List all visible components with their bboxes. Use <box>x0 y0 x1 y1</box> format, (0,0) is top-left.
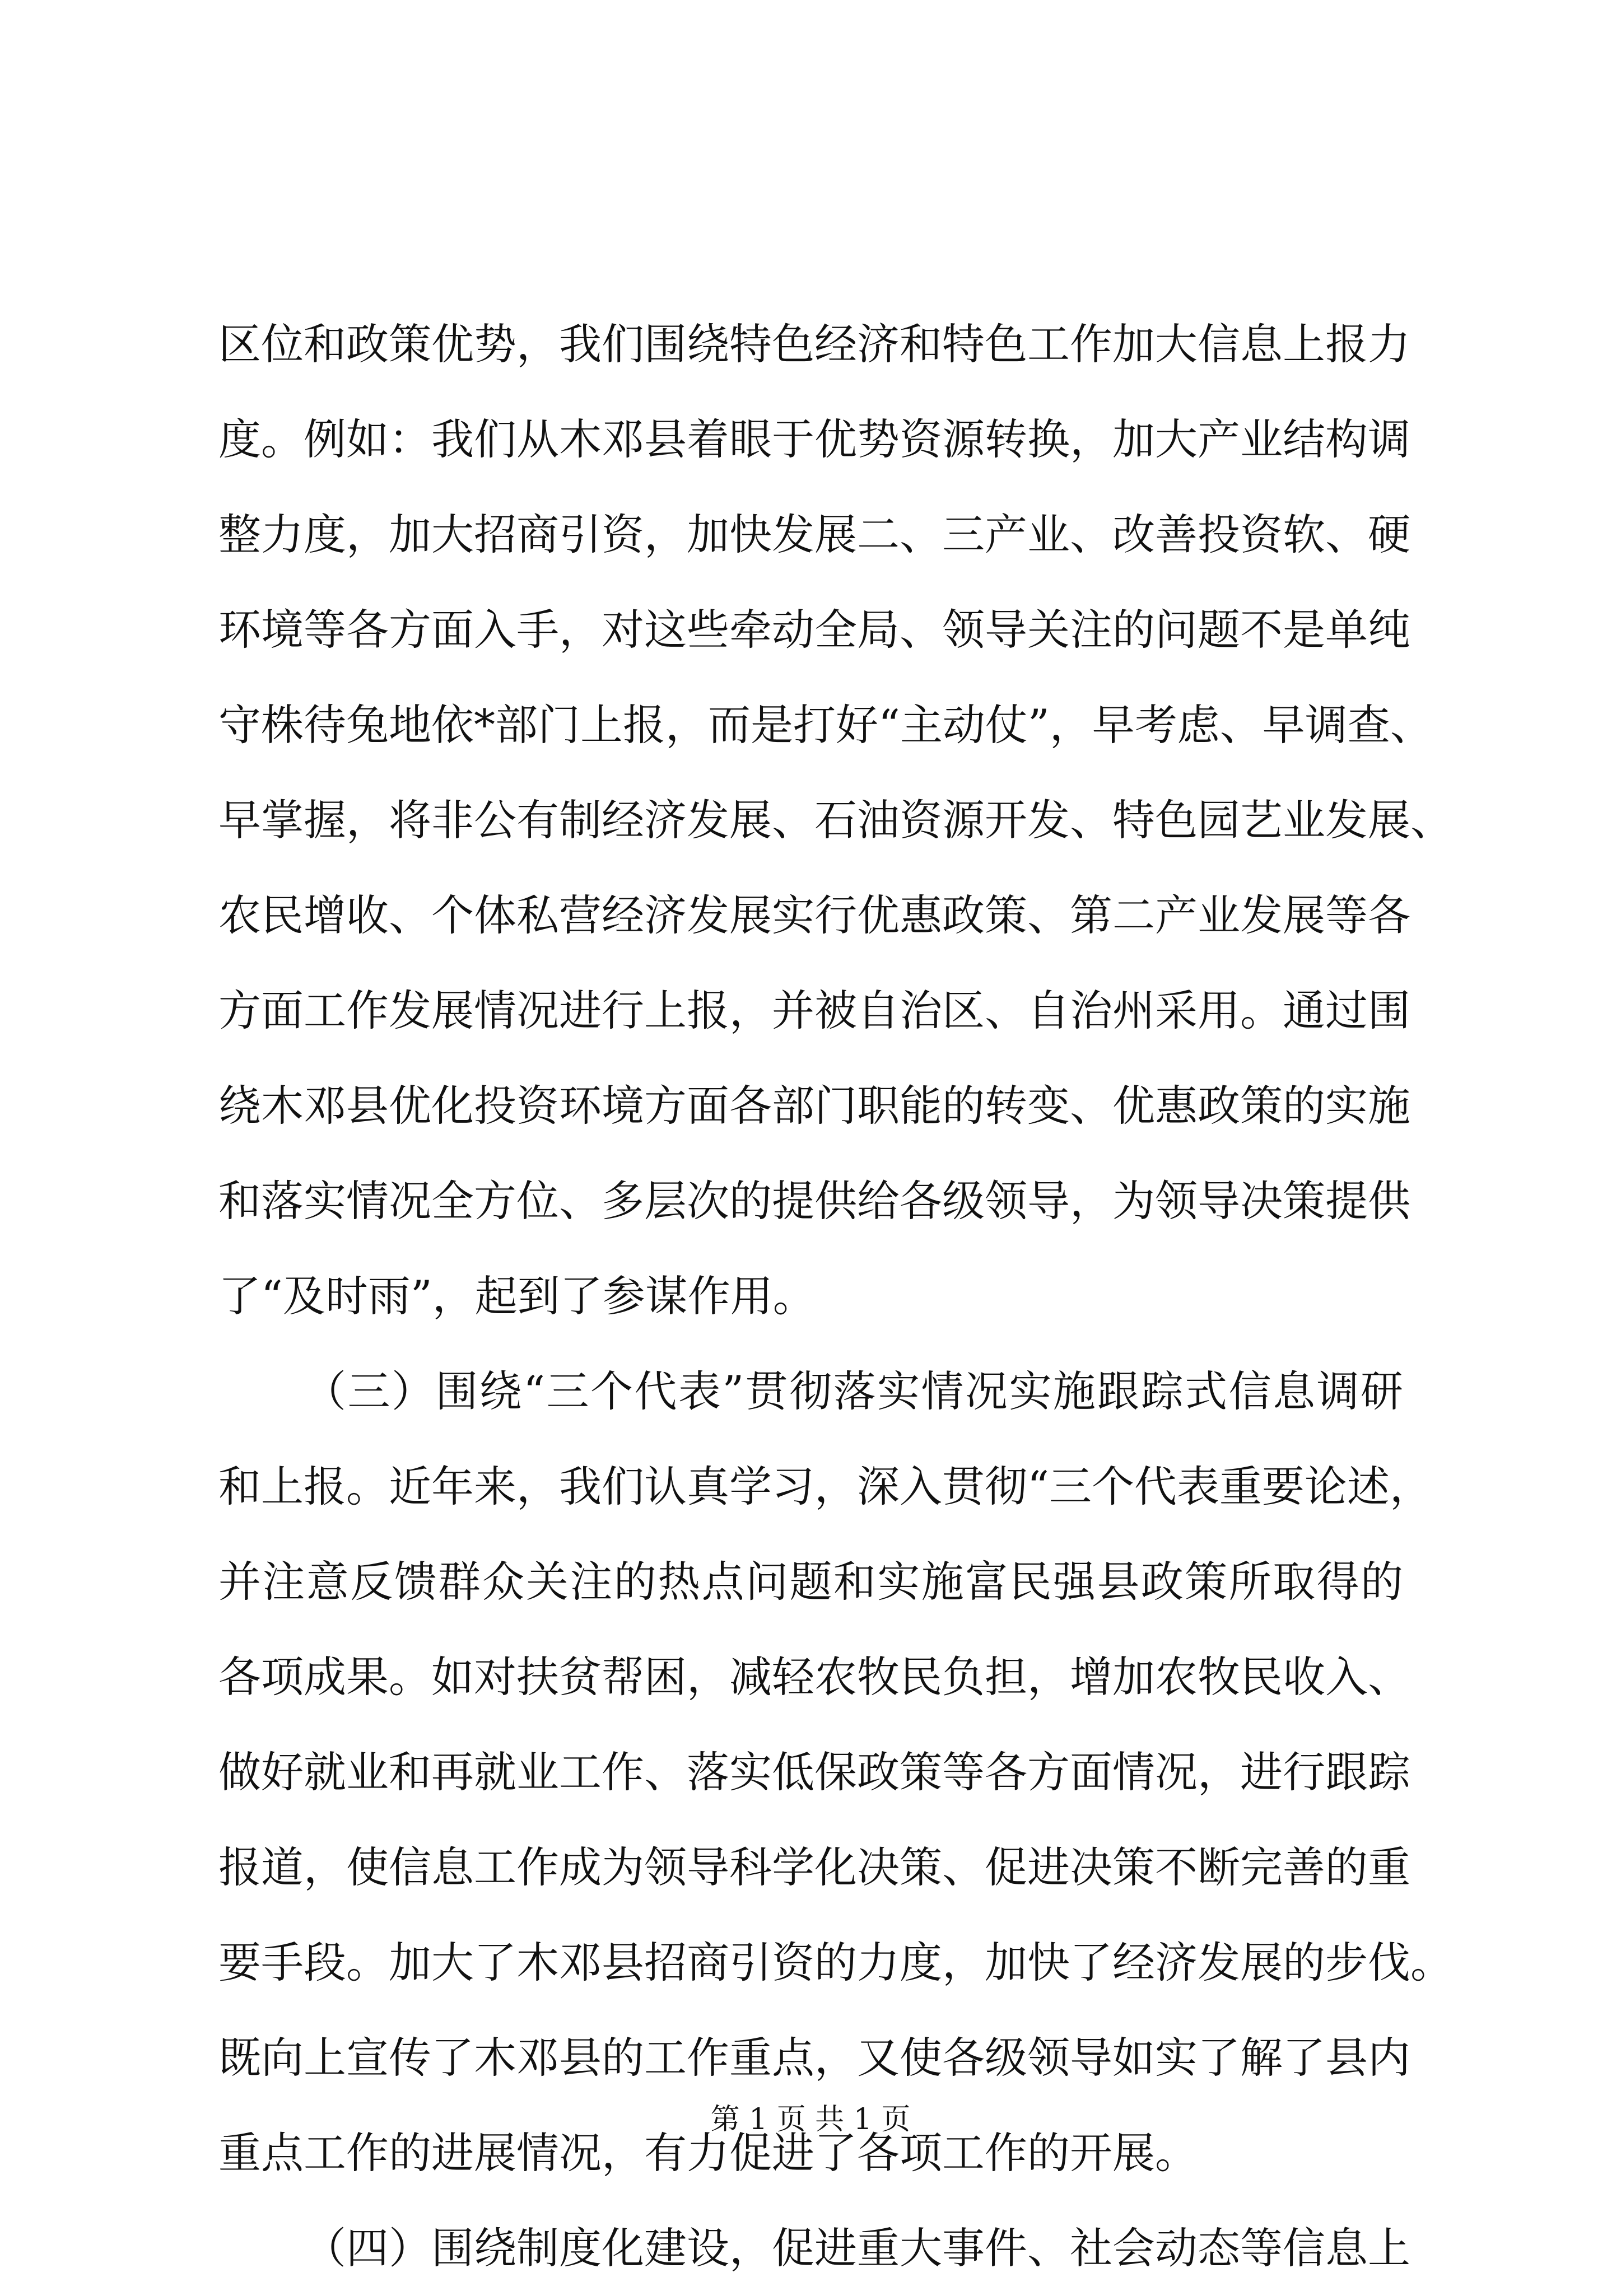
text-line: 报道，使信息工作成为领导科学化决策、促进决策不断完善的重 <box>218 1842 1410 1892</box>
text-line: 环境等各方面入手，对这些牵动全局、领导关注的问题不是单纯 <box>218 605 1410 655</box>
text-line: 绕木邓县优化投资环境方面各部门职能的转变、优惠政策的实施 <box>218 1081 1410 1131</box>
section-heading-line: （三）围绕“三个代表”贯彻落实情况实施跟踪式信息调研 <box>304 1366 1403 1416</box>
text-line: 了“及时雨”，起到了参谋作用。 <box>218 1271 816 1321</box>
text-line: 区位和政策优势，我们围绕特色经济和特色工作加大信息上报力 <box>218 319 1410 369</box>
text-line: 各项成果。如对扶贫帮困，减轻农牧民负担，增加农牧民收入、 <box>218 1652 1410 1702</box>
text-line: 做好就业和再就业工作、落实低保政策等各方面情况，进行跟踪 <box>218 1747 1410 1797</box>
text-line: 农民增收、个体私营经济发展实行优惠政策、第二产业发展等各 <box>218 890 1410 940</box>
text-line: 守株待兔地依*部门上报，而是打好“主动仗”，早考虑、早调查、 <box>218 700 1433 750</box>
text-line: 早掌握，将非公有制经济发展、石油资源开发、特色园艺业发展、 <box>218 795 1453 845</box>
page-footer: 第 1 页 共 1 页 <box>710 2103 911 2136</box>
text-line: 度。例如：我们从木邓县着眼于优势资源转换，加大产业结构调 <box>218 414 1410 464</box>
text-line: 和上报。近年来，我们认真学习，深入贯彻“三个代表重要论述， <box>218 1462 1432 1511</box>
section-heading-line: （四）围绕制度化建设，促进重大事件、社会动态等信息上 <box>304 2223 1410 2273</box>
document-body <box>218 297 1453 2296</box>
text-line: 整力度，加大招商引资，加快发展二、三产业、改善投资软、硬 <box>218 510 1410 559</box>
text-line: 重点工作的进展情况，有力促进了各项工作的开展。 <box>218 2128 1198 2178</box>
text-line: 并注意反馈群众关注的热点问题和实施富民强县政策所取得的 <box>218 1557 1403 1607</box>
text-line: 方面工作发展情况进行上报，并被自治区、自治州采用。通过围 <box>218 986 1410 1035</box>
text-line: 要手段。加大了木邓县招商引资的力度，加快了经济发展的步伐。 <box>218 1938 1453 1987</box>
text-line: 和落实情况全方位、多层次的提供给各级领导，为领导决策提供 <box>218 1176 1410 1226</box>
text-line: 既向上宣传了木邓县的工作重点，又使各级领导如实了解了县内 <box>218 2033 1410 2083</box>
